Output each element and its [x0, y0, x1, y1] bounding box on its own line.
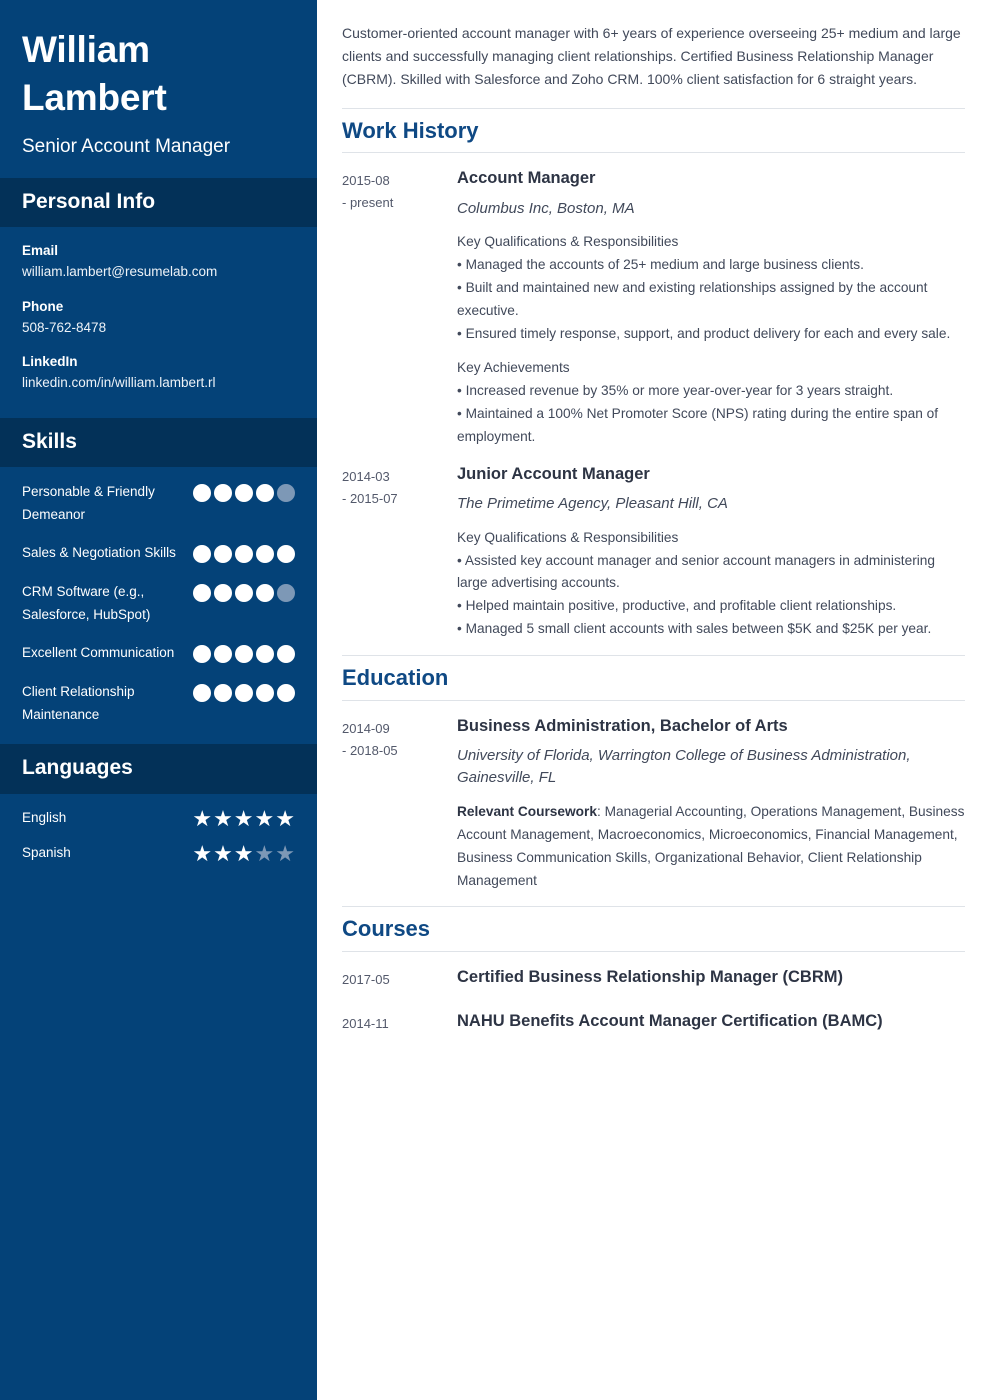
rating-dot-filled — [193, 545, 211, 563]
star-icon-filled: ★ — [254, 805, 275, 831]
rating-dot-filled — [235, 645, 253, 663]
entry-body — [457, 463, 965, 641]
entry-body — [457, 715, 965, 893]
course-title: Certified Business Relationship Manager (CBRM) — [457, 968, 843, 987]
rating-dot-filled — [214, 584, 232, 602]
courses-heading: Courses — [342, 906, 965, 952]
skill-label: Excellent Communication — [22, 645, 175, 661]
bullet-group-label: Key Achievements — [457, 360, 570, 376]
entry-bullet-group — [457, 231, 965, 345]
rating-dot-filled — [256, 645, 274, 663]
skill-row — [22, 581, 295, 626]
language-row — [22, 805, 295, 831]
bullet-item: • Assisted key account manager and senior account managers in administering large advertising accounts. — [457, 552, 936, 591]
skills-heading: Skills — [0, 418, 317, 467]
bullet-item: • Maintained a 100% Net Promoter Score (NPS) rating during the entire span of employment. — [457, 406, 939, 445]
course-body — [457, 1010, 965, 1032]
institution-name: University of Florida, Warrington College of Business Administration, Gainesville, FL — [457, 746, 911, 787]
language-rating-stars — [192, 840, 295, 866]
skill-rating-dots — [193, 642, 295, 663]
star-icon-filled: ★ — [233, 805, 254, 831]
rating-dot-empty — [277, 484, 295, 502]
course-body — [457, 966, 965, 988]
phone-value[interactable]: 508-762-8478 — [22, 319, 107, 335]
sidebar — [0, 0, 317, 1400]
rating-dot-filled — [214, 484, 232, 502]
bullet-item: • Managed 5 small client accounts with sales between $5K and $25K per year. — [457, 621, 932, 637]
coursework-label: Relevant Coursework — [457, 803, 597, 819]
skill-row — [22, 642, 295, 665]
linkedin-value[interactable]: linkedin.com/in/william.lambert.rl — [22, 375, 216, 391]
entry-date-range: 2014-09 - 2018-05 — [342, 720, 398, 758]
entry-date-range: 2014-03 - 2015-07 — [342, 468, 398, 506]
language-label: English — [22, 810, 67, 826]
skill-row — [22, 542, 295, 565]
contact-item-linkedin — [22, 352, 295, 394]
rating-dot-filled — [256, 684, 274, 702]
relevant-coursework — [457, 801, 965, 893]
courses-list — [342, 966, 965, 1035]
rating-dot-filled — [235, 545, 253, 563]
rating-dot-filled — [256, 545, 274, 563]
education-entry — [342, 715, 965, 893]
star-icon-filled: ★ — [213, 805, 233, 831]
job-position-title: Account Manager — [457, 169, 596, 188]
skill-rating-dots — [193, 581, 295, 602]
bullet-item: • Managed the accounts of 25+ medium and large business clients. — [457, 256, 864, 272]
star-icon-filled: ★ — [233, 840, 254, 866]
skill-rating-dots — [193, 481, 295, 502]
course-entry — [342, 1010, 965, 1035]
entry-body — [457, 167, 965, 449]
entry-bullet-group — [457, 357, 965, 449]
rating-dot-filled — [193, 584, 211, 602]
rating-dot-empty — [277, 584, 295, 602]
skill-label: Sales & Negotiation Skills — [22, 545, 176, 561]
professional-summary: Customer-oriented account manager with 6+ years of experience overseeing 25+ medium and large clients and successfully managing client relationships. Certified Business Relationship Manager (CBRM). Skilled with Salesforce and Zoho CRM. 100% client satisfaction for 6 straight years. — [342, 25, 961, 88]
star-icon-empty: ★ — [254, 840, 275, 866]
skill-row — [22, 481, 295, 526]
bullet-item: • Built and maintained new and existing relationships assigned by the account executive. — [457, 279, 928, 318]
degree-title: Business Administration, Bachelor of Arts — [457, 716, 788, 735]
coursework-value: : Managerial Accounting, Operations Management, Business Account Management, Macroeconomics, Microeconomics, Financial Management, Business Communication Skills, Organizational Behavior, Client Relationship Management — [457, 803, 965, 888]
bullet-group-label: Key Qualifications & Responsibilities — [457, 529, 679, 545]
entry-bullet-group — [457, 527, 965, 641]
course-title: NAHU Benefits Account Manager Certification (BAMC) — [457, 1011, 883, 1030]
languages-list — [0, 794, 317, 890]
rating-dot-filled — [193, 645, 211, 663]
main-content — [317, 0, 990, 1400]
phone-label: Phone — [22, 298, 64, 314]
rating-dot-filled — [277, 545, 295, 563]
rating-dot-filled — [193, 684, 211, 702]
work-history-list — [342, 167, 965, 641]
rating-dot-filled — [277, 684, 295, 702]
skill-label: Personable & Friendly Demeanor — [22, 483, 155, 522]
skill-label: Client Relationship Maintenance — [22, 683, 135, 722]
linkedin-label: LinkedIn — [22, 354, 78, 370]
star-icon-filled: ★ — [192, 840, 213, 866]
skills-list — [0, 467, 317, 744]
education-list — [342, 715, 965, 893]
work-history-entry — [342, 463, 965, 641]
rating-dot-filled — [235, 584, 253, 602]
rating-dot-filled — [256, 584, 274, 602]
job-position-title: Junior Account Manager — [457, 464, 650, 483]
company-name: The Primetime Agency, Pleasant Hill, CA — [457, 495, 728, 513]
languages-heading: Languages — [0, 744, 317, 793]
skill-rating-dots — [193, 681, 295, 702]
rating-dot-filled — [235, 684, 253, 702]
email-label: Email — [22, 243, 59, 259]
star-icon-filled: ★ — [213, 840, 233, 866]
language-rating-stars — [192, 805, 295, 831]
company-name: Columbus Inc, Boston, MA — [457, 199, 635, 217]
rating-dot-filled — [235, 484, 253, 502]
bullet-group-label: Key Qualifications & Responsibilities — [457, 234, 679, 250]
rating-dot-filled — [214, 684, 232, 702]
course-entry — [342, 966, 965, 991]
bullet-item: • Helped maintain positive, productive, and profitable client relationships. — [457, 598, 897, 614]
rating-dot-filled — [277, 645, 295, 663]
skill-label: CRM Software (e.g., Salesforce, HubSpot) — [22, 583, 151, 622]
star-icon-empty: ★ — [275, 840, 295, 866]
work-history-heading: Work History — [342, 108, 965, 154]
star-icon-filled: ★ — [192, 805, 213, 831]
rating-dot-filled — [193, 484, 211, 502]
skill-row — [22, 681, 295, 726]
last-name: Lambert — [22, 77, 167, 119]
first-name: William — [22, 29, 150, 70]
rating-dot-filled — [214, 545, 232, 563]
education-heading: Education — [342, 655, 965, 701]
rating-dot-filled — [256, 484, 274, 502]
contact-item-phone — [22, 297, 295, 339]
contact-item-email — [22, 241, 295, 283]
bullet-item: • Ensured timely response, support, and product delivery for each and every sale. — [457, 325, 951, 341]
language-label: Spanish — [22, 845, 71, 861]
email-value[interactable]: william.lambert@resumelab.com — [22, 264, 218, 280]
personal-info-heading: Personal Info — [0, 178, 317, 227]
course-date: 2017-05 — [342, 972, 390, 988]
course-date: 2014-11 — [342, 1015, 389, 1031]
job-title: Senior Account Manager — [22, 136, 231, 158]
bullet-item: • Increased revenue by 35% or more year-over-year for 3 years straight. — [457, 383, 894, 399]
star-icon-filled: ★ — [275, 805, 295, 831]
entry-date-range: 2015-08 - present — [342, 173, 394, 211]
language-row — [22, 840, 295, 866]
skill-rating-dots — [193, 542, 295, 563]
work-history-entry — [342, 167, 965, 449]
rating-dot-filled — [214, 645, 232, 663]
personal-info-body — [0, 227, 317, 418]
name-block — [0, 0, 317, 178]
